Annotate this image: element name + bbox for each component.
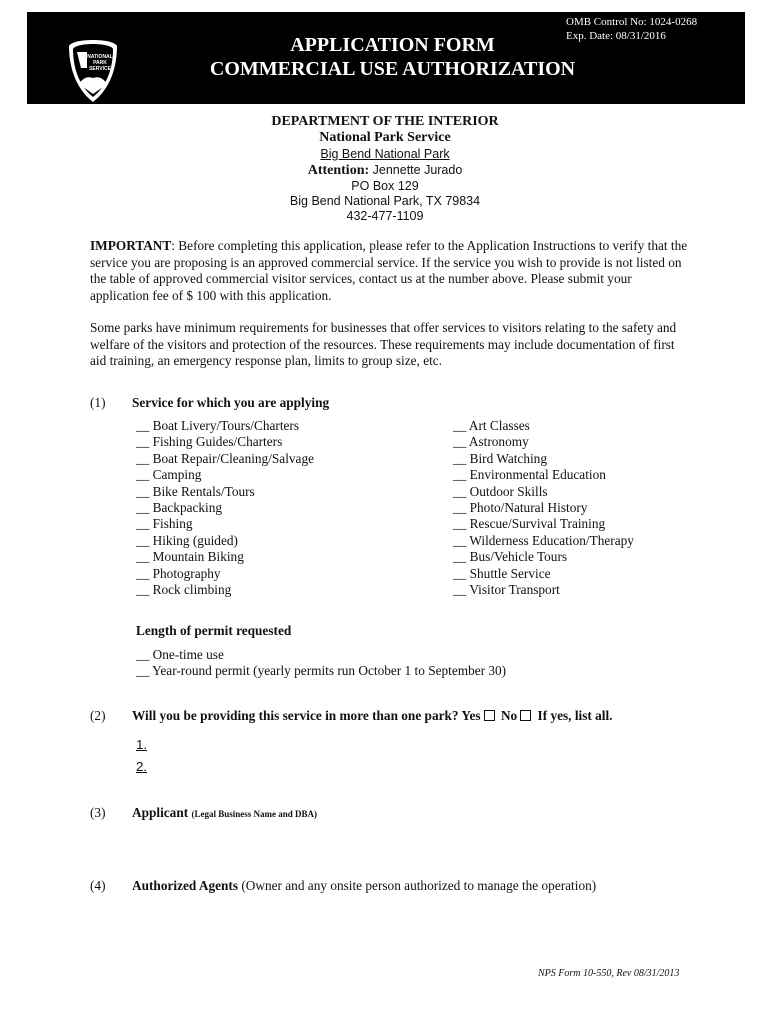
section2-instruction: If yes, list all.: [537, 708, 613, 723]
svg-text:NATIONAL: NATIONAL: [87, 54, 113, 60]
city-state-zip: Big Bend National Park, TX 79834: [289, 194, 481, 208]
service-option[interactable]: __ Art Classes: [453, 418, 530, 433]
exp-date: Exp. Date: 08/31/2016: [566, 30, 666, 42]
attention-label: Attention:: [307, 163, 370, 178]
department: DEPARTMENT OF THE INTERIOR: [271, 114, 499, 129]
park-list-item[interactable]: 1.: [136, 737, 148, 752]
section4-number: (4): [90, 878, 106, 893]
service-option[interactable]: __ Visitor Transport: [453, 581, 560, 597]
service-option[interactable]: __ Photo/Natural History: [453, 499, 588, 515]
park-list: [136, 734, 147, 778]
important-paragraph: [90, 238, 690, 304]
attention-line: [0, 162, 770, 179]
service-option[interactable]: __ Mountain Biking: [136, 549, 244, 565]
section2-question-line: [132, 708, 613, 724]
section1-heading: Service for which you are applying: [132, 395, 330, 410]
service-option[interactable]: __ Boat Repair/Cleaning/Salvage: [136, 450, 314, 466]
applicant-label: Applicant: [132, 805, 189, 820]
service-option[interactable]: __ Fishing Guides/Charters: [136, 434, 283, 450]
service-option[interactable]: __ Outdoor Skills: [453, 483, 548, 499]
service-option[interactable]: __ Bike Rentals/Tours: [136, 483, 255, 499]
agency: National Park Service: [319, 130, 451, 145]
services-left-list: [136, 418, 314, 598]
important-label: IMPORTANT: [90, 238, 172, 253]
service-option[interactable]: __ Rescue/Survival Training: [453, 516, 606, 532]
omb-control: OMB Control No: 1024-0268: [566, 16, 698, 28]
service-option[interactable]: __ Fishing: [136, 516, 193, 532]
agents-note: (Owner and any onsite person authorized to manage the operation): [238, 878, 597, 893]
park-name: Big Bend National Park: [320, 147, 450, 161]
service-option[interactable]: __ Environmental Education: [453, 467, 606, 483]
section1-number: (1): [90, 395, 106, 410]
no-checkbox[interactable]: [520, 710, 531, 721]
service-option[interactable]: __ Photography: [136, 565, 221, 581]
no-label: No: [500, 708, 518, 723]
requirements-paragraph: Some parks have minimum requirements for businesses that offer services to visitors relating to the safety and welfare of the visitors and protection of the resources. These requirements may include documentation of first aid training, an emergency response plan, limits to group size, etc.: [90, 320, 677, 368]
section3-number: (3): [90, 805, 106, 820]
form-title: APPLICATION FORM: [290, 34, 495, 56]
park-list-item[interactable]: 2.: [136, 759, 148, 774]
service-option[interactable]: __ Backpacking: [136, 499, 223, 515]
permit-options: [136, 647, 506, 680]
section3-line: [132, 805, 317, 821]
yes-label: Yes: [461, 708, 481, 723]
attention-name: Jennette Jurado: [372, 163, 463, 177]
services-right-list: [453, 418, 634, 598]
service-option[interactable]: __ Rock climbing: [136, 581, 232, 597]
section2-number: (2): [90, 708, 106, 723]
permit-heading: Length of permit requested: [136, 623, 292, 638]
po-box: PO Box 129: [351, 179, 419, 193]
svg-text:SERVICE: SERVICE: [89, 66, 111, 72]
applicant-note: (Legal Business Name and DBA): [191, 809, 317, 819]
agents-label: Authorized Agents: [132, 878, 239, 893]
yes-checkbox[interactable]: [484, 710, 495, 721]
service-option[interactable]: __ Shuttle Service: [453, 565, 551, 581]
svg-text:PARK: PARK: [93, 60, 107, 66]
service-option[interactable]: __ Camping: [136, 467, 202, 483]
phone: 432-477-1109: [346, 209, 424, 223]
section4-line: [132, 878, 596, 894]
important-text: : Before completing this application, please refer to the Application Instructions to verify that the service you are proposing is an approved commercial service. If the service you wish to provide is not listed on the table of approved commercial visitor services, contact us at the number above. Please submit your application fee of $ 100 with this application.: [90, 238, 688, 303]
service-option[interactable]: __ Bird Watching: [453, 450, 547, 466]
permit-option[interactable]: __ One-time use: [136, 647, 224, 662]
permit-option[interactable]: __ Year-round permit (yearly permits run October 1 to September 30): [136, 663, 507, 679]
nps-arrowhead-logo-icon: [67, 38, 119, 104]
service-option[interactable]: __ Wilderness Education/Therapy: [453, 532, 634, 548]
service-option[interactable]: __ Boat Livery/Tours/Charters: [136, 418, 300, 433]
form-number-footer: NPS Form 10-550, Rev 08/31/2013: [538, 968, 680, 979]
form-subtitle: COMMERCIAL USE AUTHORIZATION: [209, 58, 576, 80]
service-option[interactable]: __ Hiking (guided): [136, 532, 238, 548]
section2-question: Will you be providing this service in more than one park?: [132, 708, 459, 723]
service-option[interactable]: __ Astronomy: [453, 434, 529, 450]
service-option[interactable]: __ Bus/Vehicle Tours: [453, 549, 568, 565]
